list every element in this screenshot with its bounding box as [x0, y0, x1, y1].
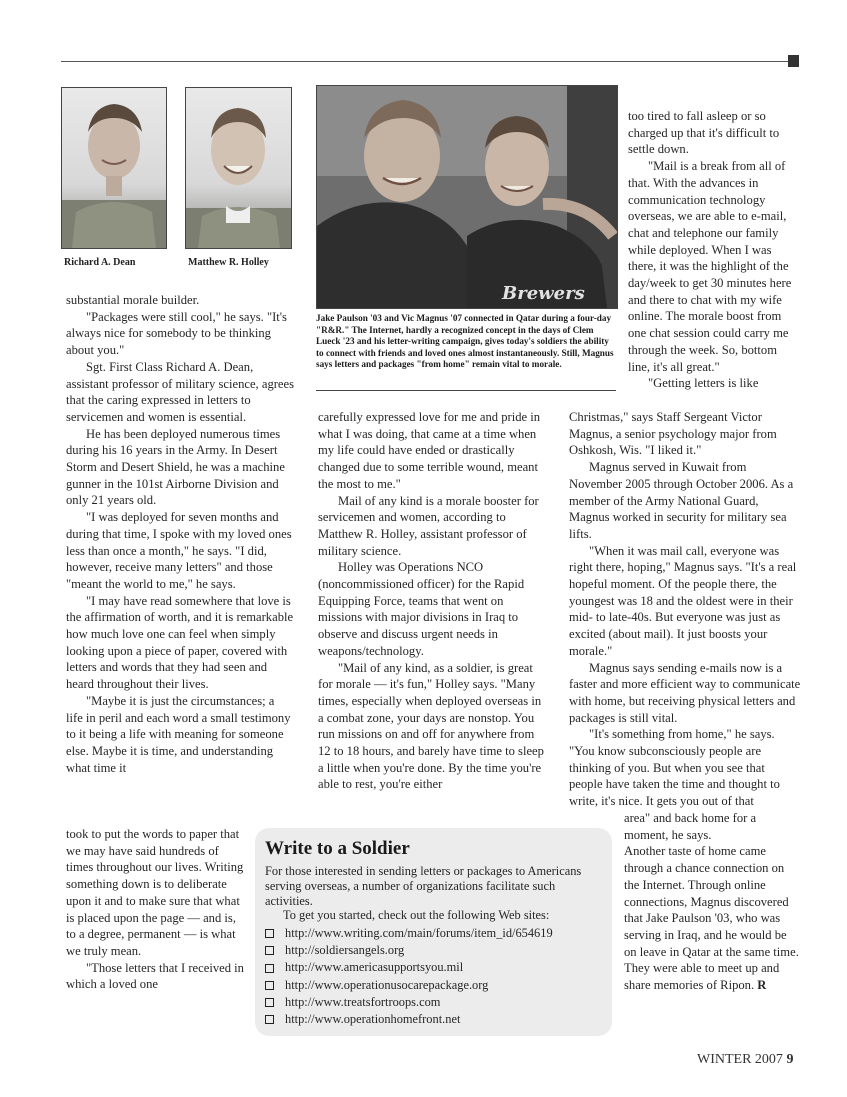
checkbox-icon — [265, 929, 274, 938]
checkbox-icon — [265, 981, 274, 990]
col3-paragraph: too tired to fall asleep or so charged up that it's difficult to settle down. — [628, 109, 780, 157]
col1-paragraph: "Packages were still cool," he says. "It's always nice for somebody to be thinking about you." — [66, 309, 287, 358]
col3-paragraph: "It's something from home," he says. "You know subconsciously people are thinking of you. But when you see that people have taken the time and thought to write, it's nice. It gets you out of that — [569, 727, 780, 809]
column-3-narrow — [624, 810, 800, 994]
col3-final-text: Another taste of home came through a chance connection on the Internet. Through online connections, Magnus discovered that Jake Paulson '03, who was serving in Iraq, and he would be on leave in Qatar at the same time. They were able to meet up and share memories of Ripon. — [624, 844, 799, 993]
col1-paragraph: "I may have read somewhere that love is the affirmation of worth, and it is remarkable how much love one can feel when simply looking upon a piece of paper, covered with letters and words that they had seen and heard throughout their lives. — [66, 593, 294, 692]
portrait-2-caption: Matthew R. Holley — [188, 257, 269, 268]
header-rule-marker — [788, 55, 799, 67]
col2-paragraph: Holley was Operations NCO (noncommissioned officer) for the Rapid Equipping Force, teams that went on missions with major divisions in Iraq to observe and discuss urgent needs in weapons/technology. — [318, 560, 525, 658]
col3-paragraph — [624, 843, 800, 993]
checkbox-icon — [265, 1015, 274, 1024]
list-item — [265, 1011, 553, 1028]
list-item — [265, 994, 553, 1011]
col2-paragraph: carefully expressed love for me and pride in what I was doing, that came at a time when my life could have ended or drastically changed due to some terrible wound, meant the most to me." — [318, 410, 541, 491]
checkbox-icon — [265, 946, 274, 955]
col1-paragraph: He has been deployed numerous times during his 16 years in the Army. In Desert Storm and Desert Shield, he was a machine gunner in the 101st Airborne Division and only 21 years old. — [66, 426, 285, 508]
list-item — [265, 977, 553, 994]
sidebar-intro-2: To get you started, check out the following Web sites: — [283, 908, 550, 922]
col1-paragraph: Sgt. First Class Richard A. Dean, assistant professor of military science, agrees that the caring expressed in letters to servicemen and women is essential. — [66, 359, 295, 424]
write-to-soldier-sidebar — [255, 828, 612, 1036]
col3-paragraph: Christmas," says Staff Sergeant Victor Magnus, a senior psychology major from Oshkosh, Wis. "I liked it." — [569, 410, 777, 458]
col1-paragraph: "Those letters that I received in which a loved one — [66, 960, 244, 992]
portrait-1-caption: Richard A. Dean — [64, 257, 136, 268]
portrait-matthew-holley — [185, 87, 292, 249]
col1-paragraph: took to put the words to paper that we may have said hundreds of times throughout our lives. Writing something down is to deliberate upon it and to make sure that what is placed upon the page — and is, to a degree, permanent — is what we truly mean. — [66, 827, 244, 958]
checkbox-icon — [265, 964, 274, 973]
col1-paragraph: "Maybe it is just the circumstances; a life in peril and each word a small testimony to it being a life with meaning for someone else. Maybe it is time, and understanding what time it — [66, 693, 291, 775]
end-mark: R — [757, 978, 767, 993]
col2-paragraph: Mail of any kind is a morale booster for servicemen and women, according to Matthew R. Holley, assistant professor of military science. — [318, 493, 539, 558]
col3-paragraph: "When it was mail call, everyone was right there, hoping," Magnus says. "It's a real hopeful moment. Of the people there, the youngest was 18 and the oldest were in their mid- to late-40s. But everyone was just as excited (about mail). It just boosts your morale." — [569, 543, 797, 658]
sidebar-link[interactable]: http://www.operationhomefront.net — [285, 1012, 461, 1027]
sidebar-title: Write to a Soldier — [265, 838, 410, 859]
sidebar-link[interactable]: http://www.operationusocarepackage.org — [285, 977, 489, 992]
list-item — [265, 942, 553, 959]
col3-paragraph: "Getting letters is like — [648, 376, 759, 391]
sidebar-link[interactable]: http://www.treatsfortroops.com — [285, 994, 441, 1009]
column-2 — [318, 409, 546, 793]
shirt-lettering: Brewers — [502, 283, 585, 304]
header-rule — [61, 61, 790, 62]
column-1-narrow — [66, 826, 244, 993]
portrait-2-illustration — [186, 88, 291, 248]
main-photo-illustration — [317, 86, 617, 308]
col2-paragraph: "Mail of any kind, as a soldier, is great for morale — it's fun," Holley says. "Many times, especially when deployed overseas in a combat zone, your days are nonstop. You run missions on and off for anywhere from 12 to 18 hours, and barely have time to sleep a little when you're done. By the time you're able to rest, you're either — [318, 660, 544, 792]
col3-paragraph: "Mail is a break from all of that. With the advances in communication technology overseas, we are able to e-mail, chat and telephone our family while deployed. When I was there, it was the highlight of the day/week to get 30 minutes here and there to chat with my wife online. The morale boost from one chat session could carry me through the week. So, bottom line, it's all great." — [628, 159, 792, 374]
sidebar-intro: For those interested in sending letters or packages to Americans serving overseas, a number of organizations facilitate such activities. — [265, 864, 582, 908]
photo-paulson-magnus — [316, 85, 618, 309]
col1-paragraph: "I was deployed for seven months and during that time, I spoke with my loved ones less than once a month," he says. "I did, however, receive many letters" and those "meant the world to me," he says. — [66, 510, 292, 591]
col3-paragraph: area" and back home for a moment, he says. — [624, 811, 757, 842]
portrait-richard-dean — [61, 87, 167, 249]
portrait-1-illustration — [62, 88, 166, 248]
column-3 — [569, 409, 801, 810]
column-3-top — [628, 108, 800, 392]
sidebar-link[interactable]: http://soldiersangels.org — [285, 943, 405, 958]
list-item — [265, 925, 553, 942]
caption-rule — [316, 390, 616, 391]
sidebar-link[interactable]: http://www.americasupportsyou.mil — [285, 960, 464, 975]
sidebar-link[interactable]: http://www.writing.com/main/forums/item_id/654619 — [285, 926, 553, 940]
column-1 — [66, 292, 294, 776]
col3-paragraph: Magnus served in Kuwait from November 2005 through October 2006. As a member of the Army National Guard, Magnus worked in security for military sea lifts. — [569, 460, 794, 541]
col1-paragraph: substantial morale builder. — [66, 293, 200, 307]
page-number: 9 — [786, 1052, 794, 1067]
main-photo-caption: Jake Paulson '03 and Vic Magnus '07 connected in Qatar during a four-day "R&R." The Internet, hardly a recognized concept in the days of Clem Lueck '23 and his letter-writing campaign, gives today's soldiers the ability to connect with friends and loved ones almost instantaneously. Still, Magnus says letters and packages "from home" remain vital to morale. — [316, 313, 614, 369]
page-footer — [697, 1052, 793, 1068]
list-item — [265, 959, 553, 976]
col3-paragraph: Magnus says sending e-mails now is a faster and more efficient way to communicate with home, but receiving physical letters and packages is still vital. — [569, 660, 801, 725]
sidebar-link-list — [265, 925, 553, 1028]
checkbox-icon — [265, 998, 274, 1007]
issue-label: WINTER 2007 — [697, 1052, 783, 1067]
